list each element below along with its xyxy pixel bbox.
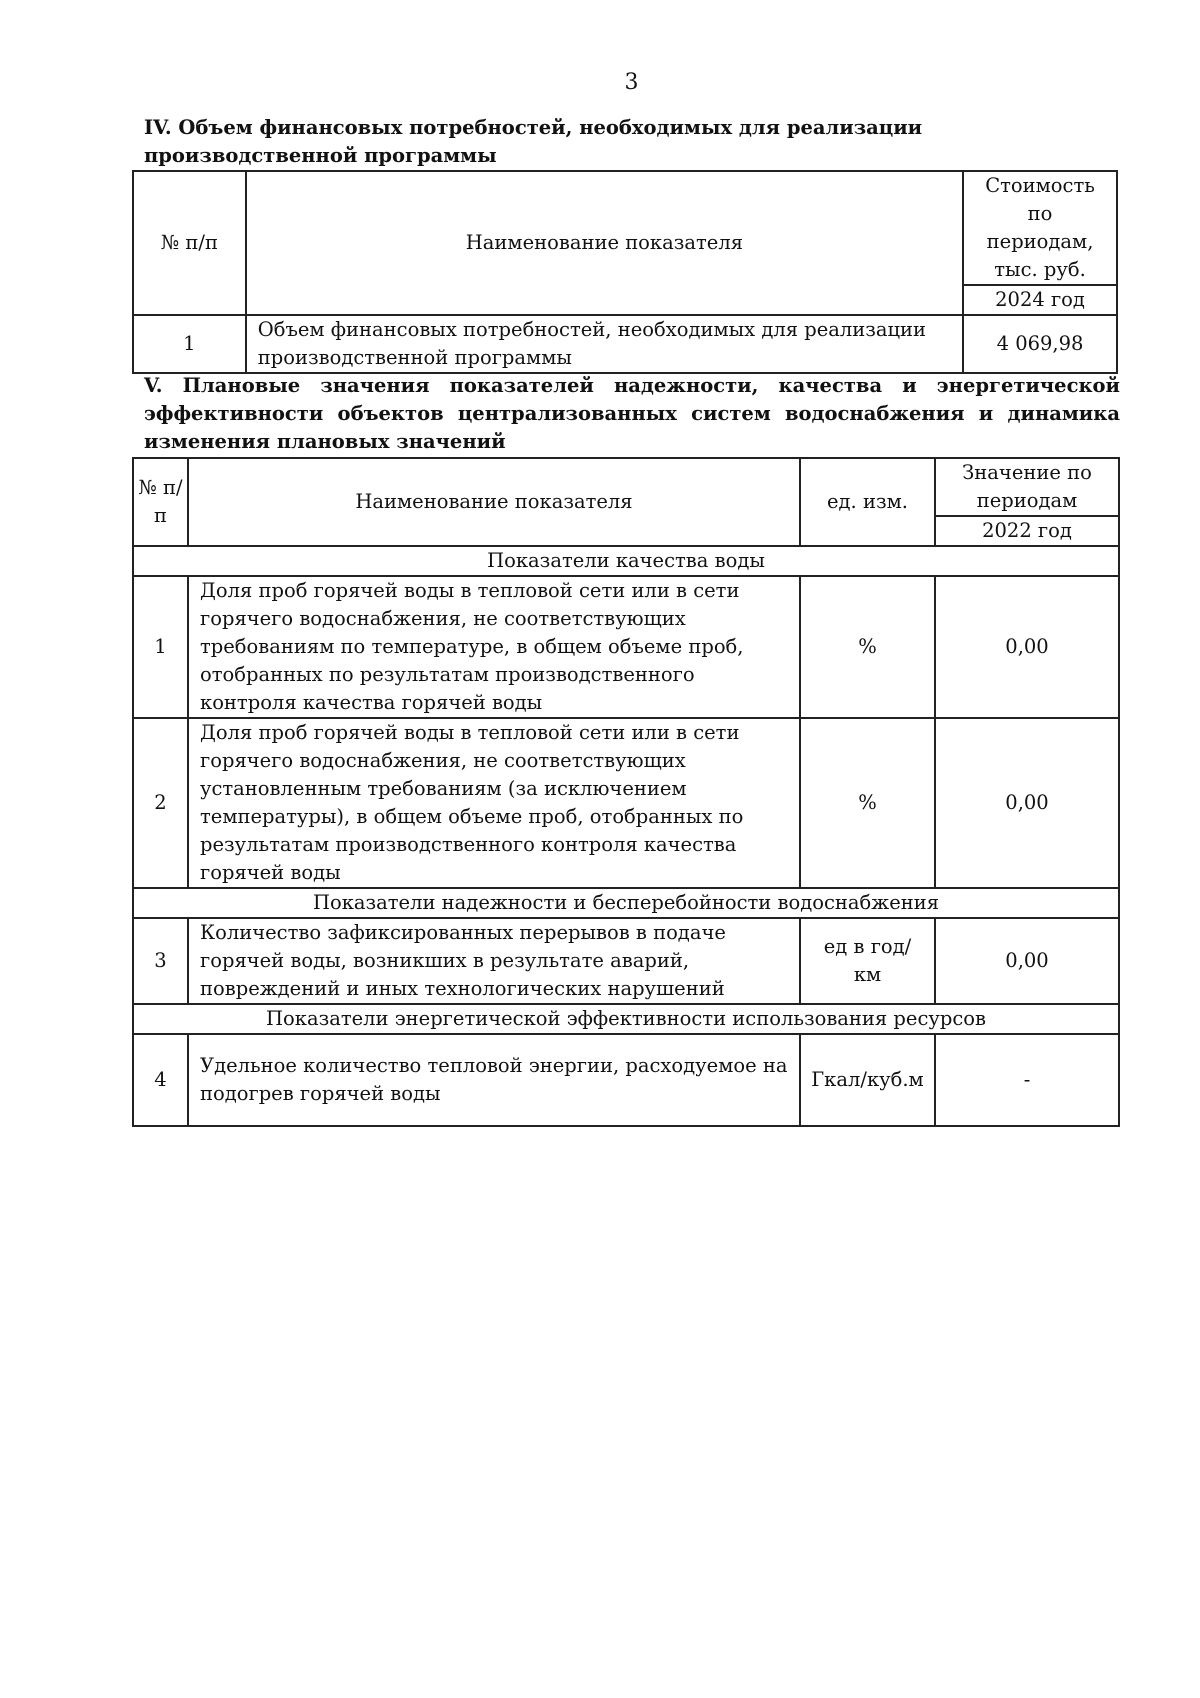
group-row: [133, 546, 1119, 576]
row-value: 0,00: [935, 918, 1119, 1004]
table-header-row: [133, 171, 1117, 285]
row-name: Удельное количество тепловой энергии, расходуемое на подогрев горячей воды: [188, 1034, 800, 1126]
row-value: -: [935, 1034, 1119, 1126]
row-num: 1: [133, 576, 188, 718]
header-value: Значение по периодам: [935, 458, 1119, 516]
table-row: [133, 315, 1117, 373]
row-num: 3: [133, 918, 188, 1004]
row-value: 0,00: [935, 576, 1119, 718]
row-value: 0,00: [935, 718, 1119, 888]
table-row: [133, 1034, 1119, 1126]
page-number: 3: [624, 70, 639, 95]
group-title: Показатели надежности и бесперебойности водоснабжения: [133, 888, 1119, 918]
row-num: 2: [133, 718, 188, 888]
table-header-row: [133, 458, 1119, 516]
header-num: № п/п: [133, 171, 246, 315]
indicators-table: [132, 457, 1120, 1127]
section-4-title: IV. Объем финансовых потребностей, необходимых для реализации производственной программы: [144, 116, 923, 167]
row-name: Объем финансовых потребностей, необходимых для реализации производственной программы: [246, 315, 963, 373]
header-year: 2022 год: [935, 516, 1119, 546]
header-name: Наименование показателя: [246, 171, 963, 315]
section-5-title: V. Плановые значения показателей надежности, качества и энергетической эффективности объектов централизованных систем водоснабжения и динамика изменения плановых значений: [144, 374, 1120, 453]
header-unit: ед. изм.: [800, 458, 935, 546]
header-cost: Стоимость по периодам, тыс. руб.: [963, 171, 1117, 285]
group-row: [133, 1004, 1119, 1034]
row-value: 4 069,98: [963, 315, 1117, 373]
row-num: 4: [133, 1034, 188, 1126]
row-unit: %: [800, 718, 935, 888]
table-row: [133, 576, 1119, 718]
group-row: [133, 888, 1119, 918]
header-name: Наименование показателя: [188, 458, 800, 546]
row-name: Доля проб горячей воды в тепловой сети или в сети горячего водоснабжения, не соответствующих требованиям по температуре, в общем объеме проб, отобранных по результатам производственного контроля качества горячей воды: [188, 576, 800, 718]
group-title: Показатели качества воды: [133, 546, 1119, 576]
row-num: 1: [133, 315, 246, 373]
row-unit: %: [800, 576, 935, 718]
row-name: Доля проб горячей воды в тепловой сети или в сети горячего водоснабжения, не соответствующих установленным требованиям (за исключением температуры), в общем объеме проб, отобранных по результатам производственного контроля качества горячей воды: [188, 718, 800, 888]
header-year: 2024 год: [963, 285, 1117, 315]
row-unit: Гкал/куб.м: [800, 1034, 935, 1126]
header-num: № п/п: [133, 458, 188, 546]
table-row: [133, 718, 1119, 888]
row-unit: ед в год/ км: [800, 918, 935, 1004]
row-name: Количество зафиксированных перерывов в подаче горячей воды, возникших в результате аварий, повреждений и иных технологических нарушений: [188, 918, 800, 1004]
financial-needs-table: [132, 170, 1118, 374]
group-title: Показатели энергетической эффективности использования ресурсов: [133, 1004, 1119, 1034]
table-row: [133, 918, 1119, 1004]
